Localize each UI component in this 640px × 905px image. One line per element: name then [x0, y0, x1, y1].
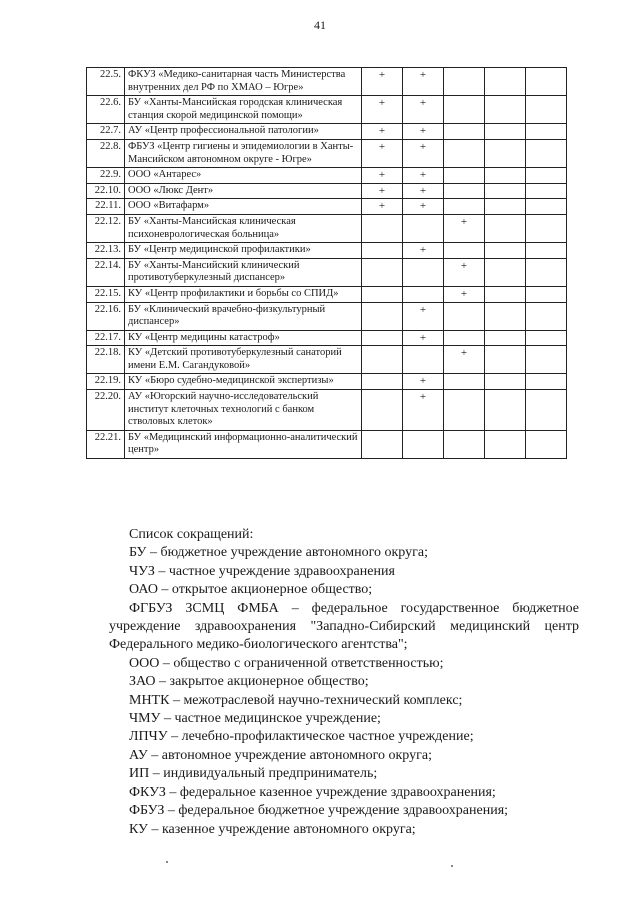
mark-cell	[526, 430, 567, 458]
mark-cell	[526, 390, 567, 431]
row-number: 22.18.	[87, 346, 125, 374]
abbreviation-item: ИП – индивидуальный предприниматель;	[129, 766, 378, 782]
mark-cell: +	[403, 124, 444, 140]
row-number: 22.5.	[87, 68, 125, 96]
mark-cell	[444, 124, 485, 140]
organization-name: АУ «Центр профессиональной патологии»	[125, 124, 362, 140]
mark-cell: +	[403, 199, 444, 215]
abbreviation-item: ФКУЗ – федеральное казенное учреждение здравоохранения;	[129, 784, 496, 800]
mark-cell	[444, 183, 485, 199]
mark-cell	[362, 214, 403, 242]
row-number: 22.12.	[87, 214, 125, 242]
abbreviations-heading: Список сокращений:	[129, 527, 254, 542]
mark-cell: +	[403, 374, 444, 390]
mark-cell	[444, 390, 485, 431]
organization-name: КУ «Детский противотуберкулезный санаторий имени Е.М. Сагандуковой»	[125, 346, 362, 374]
mark-cell	[362, 346, 403, 374]
row-number: 22.19.	[87, 374, 125, 390]
mark-cell	[485, 346, 526, 374]
page-number: 41	[314, 18, 326, 32]
organization-name: ФКУЗ «Медико-санитарная часть Министерства внутренних дел РФ по ХМАО – Югре»	[125, 68, 362, 96]
mark-cell: +	[403, 139, 444, 167]
row-number: 22.17.	[87, 330, 125, 346]
mark-cell	[526, 124, 567, 140]
mark-cell	[526, 96, 567, 124]
abbreviation-item: ЧУЗ – частное учреждение здравоохранения	[129, 563, 395, 579]
mark-cell: +	[362, 168, 403, 184]
mark-cell: +	[362, 199, 403, 215]
table-row	[87, 199, 567, 215]
mark-cell: +	[403, 168, 444, 184]
table-row	[87, 258, 567, 286]
abbreviations-section	[109, 526, 579, 839]
table-row	[87, 68, 567, 96]
organizations-table	[86, 67, 567, 459]
mark-cell	[485, 168, 526, 184]
table-row	[87, 214, 567, 242]
mark-cell	[362, 286, 403, 302]
mark-cell: +	[403, 68, 444, 96]
mark-cell	[526, 243, 567, 259]
mark-cell	[403, 430, 444, 458]
abbreviation-item: МНТК – межотраслевой научно-технический комплекс;	[129, 692, 463, 708]
mark-cell: +	[362, 96, 403, 124]
abbreviation-item: БУ – бюджетное учреждение автономного округа;	[129, 545, 428, 561]
row-number: 22.10.	[87, 183, 125, 199]
abbreviation-item: АУ – автономное учреждение автономного округа;	[129, 747, 432, 763]
mark-cell	[485, 430, 526, 458]
organization-name: ООО «Витафарм»	[125, 199, 362, 215]
mark-cell	[526, 214, 567, 242]
abbreviation-item: ЛПЧУ – лечебно-профилактическое частное учреждение;	[129, 729, 474, 745]
mark-cell: +	[403, 390, 444, 431]
table-row	[87, 139, 567, 167]
scan-speck	[166, 861, 168, 863]
mark-cell	[526, 183, 567, 199]
mark-cell	[526, 139, 567, 167]
mark-cell	[362, 330, 403, 346]
row-number: 22.20.	[87, 390, 125, 431]
mark-cell: +	[403, 96, 444, 124]
row-number: 22.8.	[87, 139, 125, 167]
organization-name: БУ «Ханты-Мансийская клиническая психоневрологическая больница»	[125, 214, 362, 242]
organization-name: ООО «Люкс Дент»	[125, 183, 362, 199]
abbreviation-item: ФБУЗ – федеральное бюджетное учреждение здравоохранения;	[129, 803, 509, 819]
mark-cell	[485, 330, 526, 346]
organization-name: КУ «Бюро судебно-медицинской экспертизы»	[125, 374, 362, 390]
mark-cell	[444, 96, 485, 124]
mark-cell	[485, 183, 526, 199]
mark-cell	[485, 258, 526, 286]
mark-cell	[362, 374, 403, 390]
table-row	[87, 374, 567, 390]
table-row	[87, 243, 567, 259]
mark-cell	[403, 346, 444, 374]
table-row	[87, 330, 567, 346]
abbreviation-item: ЧМУ – частное медицинское учреждение;	[129, 711, 381, 727]
mark-cell	[485, 139, 526, 167]
organization-name: КУ «Центр медицины катастроф»	[125, 330, 362, 346]
mark-cell: +	[362, 139, 403, 167]
abbreviation-item: ООО – общество с ограниченной ответственностью;	[129, 655, 444, 671]
mark-cell: +	[362, 68, 403, 96]
table-row	[87, 183, 567, 199]
mark-cell	[362, 430, 403, 458]
mark-cell	[362, 302, 403, 330]
table-body	[87, 68, 567, 459]
mark-cell	[526, 68, 567, 96]
organization-name: ФБУЗ «Центр гигиены и эпидемиологии в Ханты-Мансийском автономном округе - Югре»	[125, 139, 362, 167]
row-number: 22.14.	[87, 258, 125, 286]
abbreviation-item: ЗАО – закрытое акционерное общество;	[129, 674, 369, 690]
mark-cell	[403, 286, 444, 302]
table-row	[87, 390, 567, 431]
mark-cell	[444, 374, 485, 390]
organization-name: БУ «Ханты-Мансийская городская клиническая станция скорой медицинской помощи»	[125, 96, 362, 124]
mark-cell: +	[403, 183, 444, 199]
mark-cell	[444, 430, 485, 458]
mark-cell	[444, 68, 485, 96]
mark-cell	[444, 168, 485, 184]
mark-cell: +	[444, 346, 485, 374]
mark-cell	[444, 139, 485, 167]
mark-cell	[485, 390, 526, 431]
table-row	[87, 96, 567, 124]
mark-cell	[362, 390, 403, 431]
mark-cell	[485, 199, 526, 215]
row-number: 22.15.	[87, 286, 125, 302]
mark-cell	[403, 214, 444, 242]
mark-cell: +	[403, 302, 444, 330]
row-number: 22.11.	[87, 199, 125, 215]
mark-cell: +	[444, 214, 485, 242]
organization-name: КУ «Центр профилактики и борьбы со СПИД»	[125, 286, 362, 302]
mark-cell: +	[403, 330, 444, 346]
mark-cell	[485, 302, 526, 330]
mark-cell	[526, 258, 567, 286]
mark-cell	[485, 68, 526, 96]
mark-cell	[526, 199, 567, 215]
row-number: 22.7.	[87, 124, 125, 140]
mark-cell: +	[444, 258, 485, 286]
mark-cell	[485, 286, 526, 302]
row-number: 22.13.	[87, 243, 125, 259]
mark-cell: +	[362, 124, 403, 140]
mark-cell	[485, 96, 526, 124]
mark-cell: +	[362, 183, 403, 199]
mark-cell	[485, 374, 526, 390]
table-row	[87, 430, 567, 458]
mark-cell	[362, 243, 403, 259]
row-number: 22.6.	[87, 96, 125, 124]
mark-cell	[362, 258, 403, 286]
mark-cell	[526, 330, 567, 346]
row-number: 22.9.	[87, 168, 125, 184]
table-row	[87, 302, 567, 330]
organization-name: АУ «Югорский научно-исследовательский институт клеточных технологий с банком стволовых клеток»	[125, 390, 362, 431]
mark-cell	[444, 330, 485, 346]
organization-name: БУ «Медицинский информационно-аналитический центр»	[125, 430, 362, 458]
row-number: 22.16.	[87, 302, 125, 330]
abbreviation-item: ОАО – открытое акционерное общество;	[129, 582, 373, 598]
mark-cell	[444, 199, 485, 215]
abbreviation-item: КУ – казенное учреждение автономного округа;	[129, 821, 416, 837]
table-row	[87, 168, 567, 184]
organization-name: БУ «Центр медицинской профилактики»	[125, 243, 362, 259]
table-row	[87, 124, 567, 140]
mark-cell: +	[403, 243, 444, 259]
scan-speck	[451, 865, 453, 867]
mark-cell	[526, 374, 567, 390]
table-row	[87, 346, 567, 374]
organization-name: БУ «Клинический врачебно-физкультурный диспансер»	[125, 302, 362, 330]
mark-cell	[485, 214, 526, 242]
mark-cell	[526, 286, 567, 302]
mark-cell	[485, 124, 526, 140]
organization-name: ООО «Антарес»	[125, 168, 362, 184]
table-row	[87, 286, 567, 302]
mark-cell	[526, 302, 567, 330]
mark-cell: +	[444, 286, 485, 302]
mark-cell	[403, 258, 444, 286]
row-number: 22.21.	[87, 430, 125, 458]
mark-cell	[444, 243, 485, 259]
organization-name: БУ «Ханты-Мансийский клинический противотуберкулезный диспансер»	[125, 258, 362, 286]
mark-cell	[526, 168, 567, 184]
mark-cell	[526, 346, 567, 374]
mark-cell	[485, 243, 526, 259]
organizations-table-container	[86, 67, 566, 459]
mark-cell	[444, 302, 485, 330]
abbreviation-item: ФГБУЗ ЗСМЦ ФМБА – федеральное государственное бюджетное учреждение здравоохранения "Западно-Сибирский медицинский центр Федерального медико-биологического агентства";	[109, 600, 579, 653]
